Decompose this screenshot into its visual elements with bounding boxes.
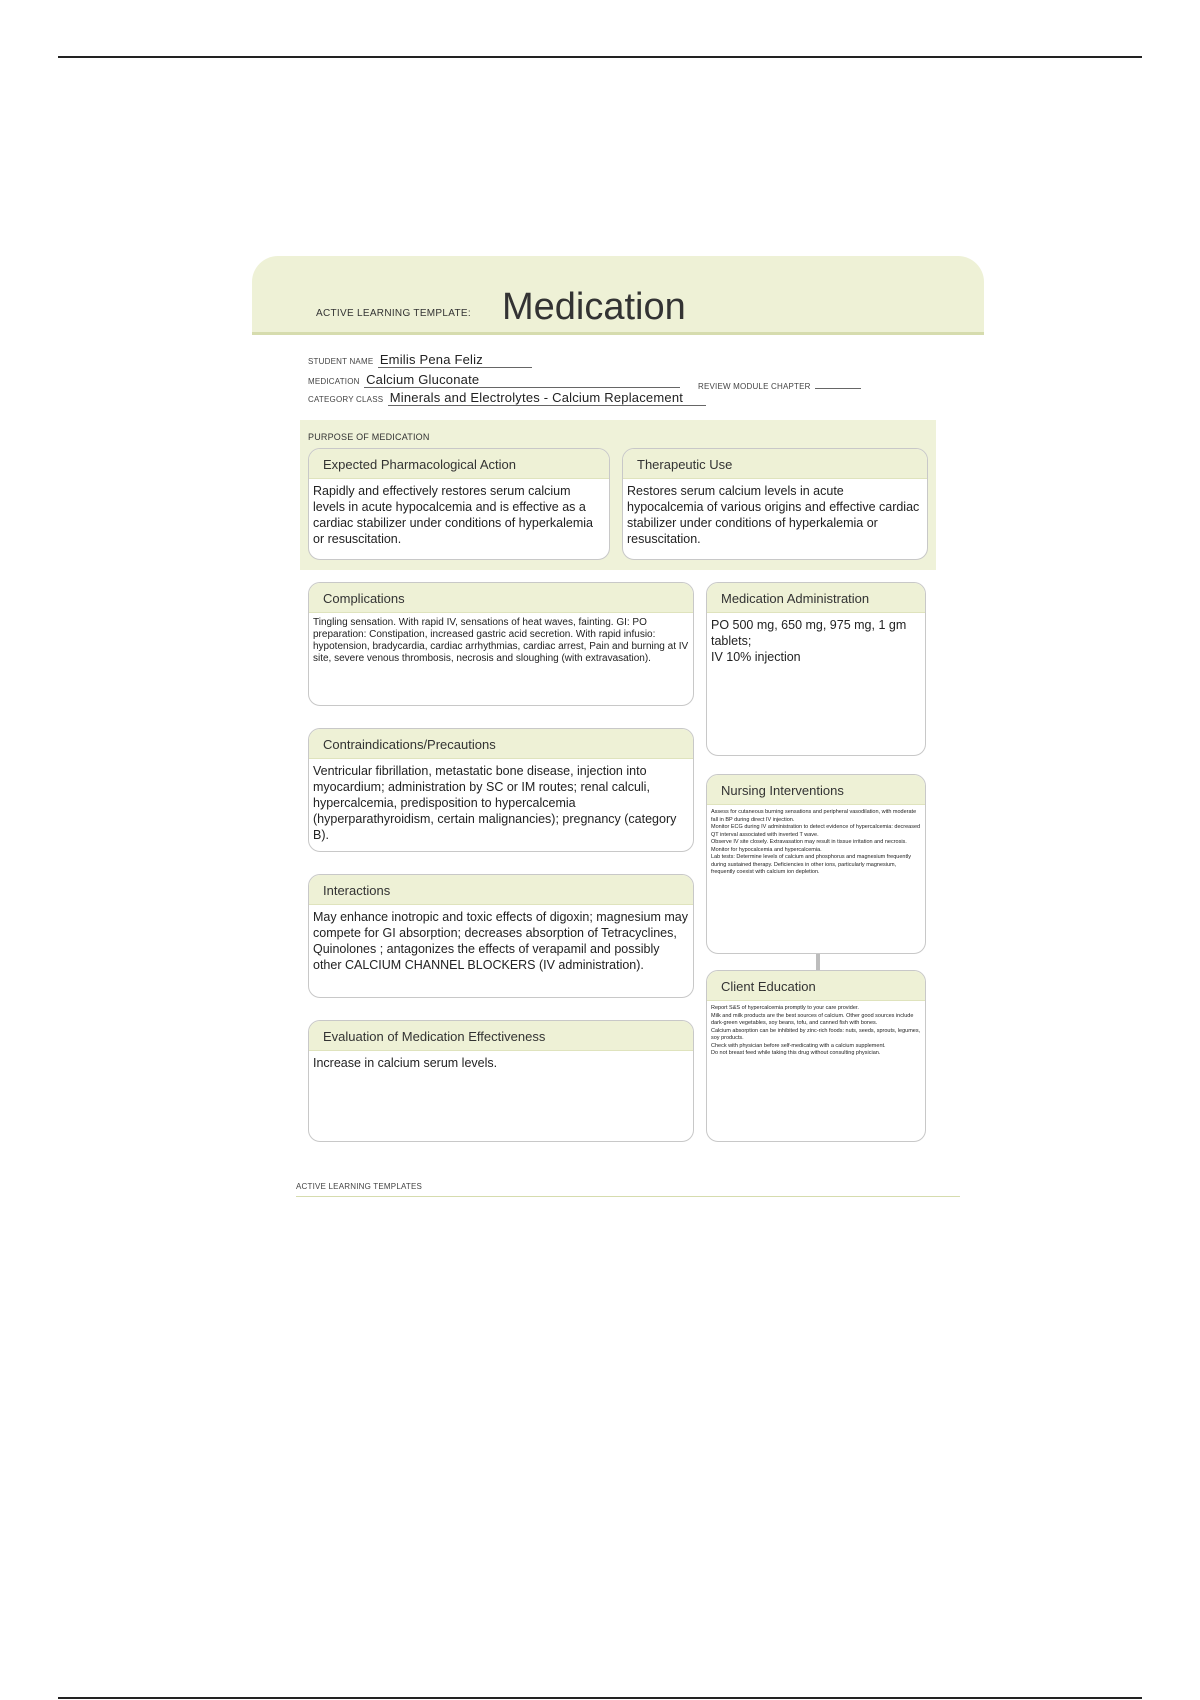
therapeutic-use-title: Therapeutic Use (623, 449, 927, 479)
template-label: ACTIVE LEARNING TEMPLATE: (316, 308, 471, 319)
med-admin-text[interactable]: PO 500 mg, 650 mg, 975 mg, 1 gm tablets; IV 10% injection (711, 618, 907, 664)
medication-template-sheet (252, 256, 984, 1196)
footer-rule (296, 1196, 960, 1197)
client-education-text[interactable]: Report S&S of hypercalcemia promptly to your care provider. Milk and milk products are the best sources of calcium. Other good sources include dark-green vegetables, soy beans, tofu, and canned fish with bones. Calcium absorption can be inhibited by zinc-rich foods: nuts, seeds, sprouts, legumes, soy products. Check with physician before self-medicating with a calcium supplement. Do not breast feed while taking this drug without consulting physician. (711, 1005, 921, 1056)
pharm-action-title: Expected Pharmacological Action (309, 449, 609, 479)
student-name-label: STUDENT NAME (308, 357, 374, 366)
nursing-interventions-title: Nursing Interventions (707, 775, 925, 805)
template-banner (252, 256, 984, 335)
page-title: Medication (502, 286, 686, 328)
purpose-label: PURPOSE OF MEDICATION (308, 432, 430, 442)
review-module-row (698, 378, 861, 391)
complications-box (308, 582, 694, 706)
therapeutic-use-box (622, 448, 928, 560)
student-name-row (308, 352, 532, 368)
evaluation-title: Evaluation of Medication Effectiveness (309, 1021, 693, 1051)
evaluation-box (308, 1020, 694, 1142)
interactions-title: Interactions (309, 875, 693, 905)
category-class-row (308, 390, 706, 406)
medication-row (308, 372, 680, 388)
medication-field[interactable]: Calcium Gluconate (364, 372, 680, 388)
footer-label: ACTIVE LEARNING TEMPLATES (296, 1182, 423, 1191)
client-education-box (706, 970, 926, 1142)
page-bottom-rule (58, 1697, 1142, 1699)
category-class-field[interactable]: Minerals and Electrolytes - Calcium Replacement (388, 390, 706, 406)
student-name-field[interactable]: Emilis Pena Feliz (378, 352, 532, 368)
complications-text[interactable]: Tingling sensation. With rapid IV, sensations of heat waves, fainting. GI: PO preparation: Constipation, increased gastric acid secretion. With rapid infusio: hypotension, bradycardia, cardiac arrhythmias, cardiac arrest, Pain and burning at IV site, severe venous thrombosis, necrosis and sloughing (with extravasation). (313, 617, 689, 664)
page-top-rule (58, 56, 1142, 58)
interactions-text[interactable]: May enhance inotropic and toxic effects of digoxin; magnesium may compete for GI absorption; decreases absorption of Tetracyclines, Quinolones ; antagonizes the effects of verapamil and possibly other CALCIUM CHANNEL BLOCKERS (IV administration). (313, 910, 688, 972)
medication-label: MEDICATION (308, 377, 360, 386)
med-admin-title: Medication Administration (707, 583, 925, 613)
review-module-field[interactable] (815, 378, 861, 389)
complications-title: Complications (309, 583, 693, 613)
therapeutic-use-text[interactable]: Restores serum calcium levels in acute hypocalcemia of various origins and effective cardiac stabilizer under conditions of hyperkalemia or resuscitation. (627, 484, 920, 546)
evaluation-text[interactable]: Increase in calcium serum levels. (313, 1056, 498, 1070)
pharm-action-text[interactable]: Rapidly and effectively restores serum calcium levels in acute hypocalcemia and is effective as a cardiac stabilizer under conditions of hyperkalemia or resuscitation. (313, 484, 594, 546)
med-admin-box (706, 582, 926, 756)
pharm-action-box (308, 448, 610, 560)
review-module-label: REVIEW MODULE CHAPTER (698, 382, 811, 391)
client-education-title: Client Education (707, 971, 925, 1001)
interactions-box (308, 874, 694, 998)
nursing-interventions-text[interactable]: Assess for cutaneous burning sensations and peripheral vasodilation, with moderate fall in BP during direct IV injection. Monitor ECG during IV administration to detect evidence of hypercalcemia: decreased QT interval associated with inverted T wave. Observe IV site closely. Extravasation may result in tissue irritation and necrosis. Monitor for hypocalcemia and hypercalcemia. Lab tests: Determine levels of calcium and phosphorus and magnesium frequently during sustained therapy. Deficiencies in other ions, particularly magnesium, frequently coexist with calcium ion depletion. (711, 809, 921, 875)
contraindications-box (308, 728, 694, 852)
nursing-interventions-box (706, 774, 926, 954)
contraindications-title: Contraindications/Precautions (309, 729, 693, 759)
contraindications-text[interactable]: Ventricular fibrillation, metastatic bone disease, injection into myocardium; administration by SC or IM routes; renal calculi, hypercalcemia, predisposition to hypercalcemia (hyperparathyroidism, certain malignancies); pregnancy (category B). (313, 764, 677, 842)
category-class-label: CATEGORY CLASS (308, 395, 384, 404)
